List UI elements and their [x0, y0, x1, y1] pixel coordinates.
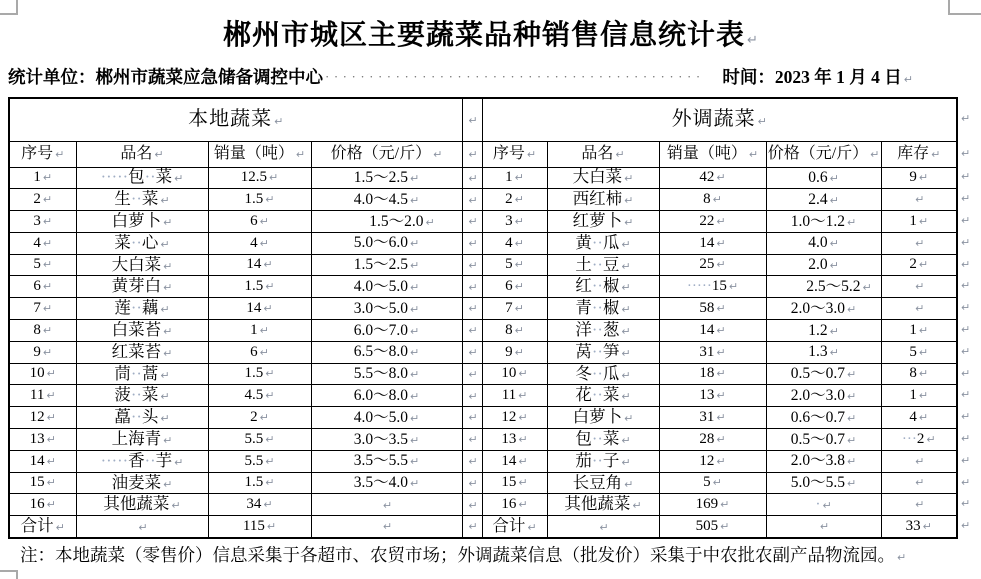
- ext-price-cell: ↵: [766, 516, 881, 538]
- local-total-label-cell: 合计 ↵: [9, 516, 76, 538]
- header-ext-name: 品名 ↵: [547, 141, 659, 167]
- end-of-row-mark-icon: ↵: [961, 213, 971, 227]
- ext-seq-cell: 10 ↵: [482, 363, 547, 385]
- ext-stock-cell: 1 ↵: [881, 211, 957, 233]
- ext-sales-cell: 14 ↵: [659, 320, 766, 342]
- end-of-row-mark-icon: ↵: [961, 475, 971, 489]
- spacer-cell: ↵: [462, 429, 482, 451]
- spacer-cell: ↵: [462, 232, 482, 254]
- local-sales-cell: 6 ↵: [208, 211, 311, 233]
- ext-name-cell: 红萝卜 ↵: [547, 211, 659, 233]
- ext-seq-cell: 9 ↵: [482, 341, 547, 363]
- ext-name-cell: 土··豆 ↵: [547, 254, 659, 276]
- local-name-cell: 上海青 ↵: [76, 429, 208, 451]
- local-name-cell: 菠··菜 ↵: [76, 385, 208, 407]
- ext-name-cell: 茄··子 ↵: [547, 450, 659, 472]
- header-ext-seq: 序号 ↵: [482, 141, 547, 167]
- table-row: [9, 276, 957, 298]
- local-price-cell: 3.0～5.0 ↵: [311, 298, 462, 320]
- ext-seq-cell: 16 ↵: [482, 494, 547, 516]
- local-name-cell: 茼··蒿 ↵: [76, 363, 208, 385]
- vegetable-stats-table: [8, 97, 958, 539]
- ext-stock-cell: 2 ↵: [881, 254, 957, 276]
- ext-total-stock-cell: 33 ↵: [881, 516, 957, 538]
- table-row: [9, 363, 957, 385]
- ext-price-cell: · ↵: [766, 494, 881, 516]
- local-seq-cell: 12 ↵: [9, 407, 76, 429]
- ext-name-cell: 花··菜 ↵: [547, 385, 659, 407]
- local-sales-cell: 5.5 ↵: [208, 450, 311, 472]
- local-seq-cell: 16 ↵: [9, 494, 76, 516]
- local-name-cell: 生··菜 ↵: [76, 189, 208, 211]
- table-row: [9, 494, 957, 516]
- local-name-cell: 油麦菜 ↵: [76, 472, 208, 494]
- local-price-cell: 3.0～3.5 ↵: [311, 429, 462, 451]
- ext-price-cell: 2.0 ↵: [766, 254, 881, 276]
- local-seq-cell: 6 ↵: [9, 276, 76, 298]
- local-seq-cell: 2 ↵: [9, 189, 76, 211]
- subtitle-line: [8, 64, 913, 89]
- local-name-cell: 大白菜 ↵: [76, 254, 208, 276]
- spacer-cell: ↵: [462, 320, 482, 342]
- end-of-row-mark-icon: ↵: [961, 192, 971, 206]
- ext-stock-cell: 5 ↵: [881, 341, 957, 363]
- ext-name-cell: 其他蔬菜 ↵: [547, 494, 659, 516]
- local-sales-cell: 12.5 ↵: [208, 167, 311, 189]
- ext-stock-cell: ↵: [881, 276, 957, 298]
- local-seq-cell: 13 ↵: [9, 429, 76, 451]
- ext-name-cell: 洋··葱 ↵: [547, 320, 659, 342]
- page-title-text: 郴州市城区主要蔬菜品种销售信息统计表: [223, 20, 746, 51]
- header-local-name: 品名 ↵: [76, 141, 208, 167]
- section-header-row: [9, 98, 957, 141]
- ext-sales-cell: ·····15 ↵: [659, 276, 766, 298]
- local-sales-cell: 1.5 ↵: [208, 363, 311, 385]
- ext-seq-cell: 2 ↵: [482, 189, 547, 211]
- ext-stock-cell: ↵: [881, 232, 957, 254]
- local-name-cell: 其他蔬菜 ↵: [76, 494, 208, 516]
- section-local-vegetables: 本地蔬菜 ↵: [9, 98, 462, 141]
- footer-note: 注：本地蔬菜（零售价）信息采集于各超市、农贸市场；外调蔬菜信息（批发价）采集于中农批农副产品物流园。 ↵: [20, 545, 907, 565]
- header-ext-sales: 销量（吨） ↵: [659, 141, 766, 167]
- ext-price-cell: 0.5～0.7 ↵: [766, 429, 881, 451]
- spacer-cell: ↵: [462, 254, 482, 276]
- end-of-row-mark-icon: ↵: [961, 301, 971, 315]
- table-row: [9, 254, 957, 276]
- table-row: [9, 429, 957, 451]
- spacer-cell: ↵: [462, 98, 482, 141]
- paragraph-mark-icon: ↵: [747, 33, 758, 48]
- spacer-cell: ↵: [462, 472, 482, 494]
- end-of-row-mark-icon: ↵: [961, 410, 971, 424]
- local-seq-cell: 5 ↵: [9, 254, 76, 276]
- local-seq-cell: 8 ↵: [9, 320, 76, 342]
- local-price-cell: 3.5～4.0 ↵: [311, 472, 462, 494]
- local-price-cell: 5.5～8.0 ↵: [311, 363, 462, 385]
- local-sales-cell: 6 ↵: [208, 341, 311, 363]
- total-row: [9, 516, 957, 538]
- ext-stock-cell: ···2 ↵: [881, 429, 957, 451]
- ext-price-cell: 2.4 ↵: [766, 189, 881, 211]
- ext-stock-cell: 1 ↵: [881, 320, 957, 342]
- end-of-row-mark-icon: ↵: [961, 519, 971, 533]
- ext-sales-cell: 31 ↵: [659, 407, 766, 429]
- ext-sales-cell: 42 ↵: [659, 167, 766, 189]
- ext-seq-cell: 4 ↵: [482, 232, 547, 254]
- local-sales-cell: 14 ↵: [208, 254, 311, 276]
- local-sales-cell: 2 ↵: [208, 407, 311, 429]
- local-price-cell: 3.5～5.5 ↵: [311, 450, 462, 472]
- column-header-row: [9, 141, 957, 167]
- page-title: [0, 13, 981, 53]
- local-name-cell: 菜··心 ↵: [76, 232, 208, 254]
- table-row: [9, 407, 957, 429]
- table-row: [9, 385, 957, 407]
- spacer-cell: ↵: [462, 341, 482, 363]
- end-of-row-mark-icon: ↵: [961, 388, 971, 402]
- spacer-cell: ↵: [462, 141, 482, 167]
- crop-mark-bottom-left: [0, 570, 18, 579]
- header-ext-price: 价格（元/斤） ↵: [766, 141, 881, 167]
- ext-name-cell: 冬··瓜 ↵: [547, 363, 659, 385]
- local-seq-cell: 9 ↵: [9, 341, 76, 363]
- spacer-cell: ↵: [462, 516, 482, 538]
- header-ext-stock: 库存 ↵: [881, 141, 957, 167]
- local-name-cell: 白萝卜 ↵: [76, 211, 208, 233]
- end-of-row-mark-icon: ↵: [961, 146, 971, 160]
- ext-price-cell: 0.6～0.7 ↵: [766, 407, 881, 429]
- ext-name-cell: 包··菜 ↵: [547, 429, 659, 451]
- header-local-price: 价格（元/斤） ↵: [311, 141, 462, 167]
- table-row: [9, 320, 957, 342]
- ext-name-cell: 黄··瓜 ↵: [547, 232, 659, 254]
- local-price-cell: 1.5～2.5 ↵: [311, 167, 462, 189]
- local-sales-cell: 34 ↵: [208, 494, 311, 516]
- ext-name-cell: 西红柿 ↵: [547, 189, 659, 211]
- local-sales-cell: 4.5 ↵: [208, 385, 311, 407]
- local-sales-cell: 14 ↵: [208, 298, 311, 320]
- end-of-row-mark-icon: ↵: [961, 235, 971, 249]
- ext-stock-cell: 8 ↵: [881, 363, 957, 385]
- ext-stock-cell: ↵: [881, 472, 957, 494]
- spacer-cell: ↵: [462, 298, 482, 320]
- local-seq-cell: 10 ↵: [9, 363, 76, 385]
- ext-stock-cell: ↵: [881, 494, 957, 516]
- spacer-cell: ↵: [462, 211, 482, 233]
- local-name-cell: ↵: [76, 516, 208, 538]
- end-of-row-mark-icon: ↵: [961, 322, 971, 336]
- ext-price-cell: 1.2 ↵: [766, 320, 881, 342]
- local-name-cell: 莲··藕 ↵: [76, 298, 208, 320]
- ext-name-cell: 长豆角 ↵: [547, 472, 659, 494]
- ext-seq-cell: 5 ↵: [482, 254, 547, 276]
- ext-name-cell: 红··椒 ↵: [547, 276, 659, 298]
- ext-sales-cell: 13 ↵: [659, 385, 766, 407]
- local-sales-cell: 4 ↵: [208, 232, 311, 254]
- end-of-row-mark-icon: ↵: [961, 170, 971, 184]
- ext-seq-cell: 15 ↵: [482, 472, 547, 494]
- ext-price-cell: 1.3 ↵: [766, 341, 881, 363]
- header-local-sales: 销量（吨） ↵: [208, 141, 311, 167]
- ext-price-cell: 2.5～5.2 ↵: [766, 276, 881, 298]
- ext-sales-cell: 28 ↵: [659, 429, 766, 451]
- ext-seq-cell: 13 ↵: [482, 429, 547, 451]
- ext-sales-cell: 12 ↵: [659, 450, 766, 472]
- local-sales-cell: 5.5 ↵: [208, 429, 311, 451]
- local-price-cell: ↵: [311, 516, 462, 538]
- ext-sales-cell: 5 ↵: [659, 472, 766, 494]
- ext-seq-cell: 11 ↵: [482, 385, 547, 407]
- end-of-row-marks: [959, 97, 979, 537]
- ext-sales-cell: 31 ↵: [659, 341, 766, 363]
- end-of-row-mark-icon: ↵: [961, 344, 971, 358]
- section-external-vegetables: 外调蔬菜 ↵: [482, 98, 957, 141]
- ext-stock-cell: ↵: [881, 189, 957, 211]
- ext-total-label-cell: 合计 ↵: [482, 516, 547, 538]
- local-name-cell: 黄芽白 ↵: [76, 276, 208, 298]
- ext-name-cell: 莴··笋 ↵: [547, 341, 659, 363]
- end-of-row-mark-icon: ↵: [961, 366, 971, 380]
- local-sales-cell: 1.5 ↵: [208, 276, 311, 298]
- local-price-cell: 4.0～4.5 ↵: [311, 189, 462, 211]
- ext-seq-cell: 12 ↵: [482, 407, 547, 429]
- date-label: 时间：2023 年 1 月 4 日: [722, 67, 902, 87]
- ext-stock-cell: 4 ↵: [881, 407, 957, 429]
- ext-price-cell: 0.6 ↵: [766, 167, 881, 189]
- end-of-row-mark-icon: ↵: [961, 431, 971, 445]
- ext-sales-cell: 58 ↵: [659, 298, 766, 320]
- local-price-cell: 1.5～2.5 ↵: [311, 254, 462, 276]
- ext-price-cell: 0.5～0.7 ↵: [766, 363, 881, 385]
- end-of-row-mark-icon: ↵: [961, 453, 971, 467]
- local-price-cell: 4.0～5.0 ↵: [311, 276, 462, 298]
- local-price-cell: ↵: [311, 494, 462, 516]
- ext-seq-cell: 3 ↵: [482, 211, 547, 233]
- ext-stock-cell: ↵: [881, 298, 957, 320]
- ext-seq-cell: 7 ↵: [482, 298, 547, 320]
- ext-seq-cell: 14 ↵: [482, 450, 547, 472]
- local-seq-cell: 1 ↵: [9, 167, 76, 189]
- ext-price-cell: 1.0～1.2 ↵: [766, 211, 881, 233]
- local-seq-cell: 14 ↵: [9, 450, 76, 472]
- local-sales-cell: 1.5 ↵: [208, 472, 311, 494]
- table-row: [9, 472, 957, 494]
- local-price-cell: 1.5～2.0 ↵: [311, 211, 462, 233]
- end-of-row-mark-icon: ↵: [961, 497, 971, 511]
- local-seq-cell: 11 ↵: [9, 385, 76, 407]
- spacer-cell: ↵: [462, 407, 482, 429]
- local-price-cell: 5.0～6.0 ↵: [311, 232, 462, 254]
- ext-seq-cell: 6 ↵: [482, 276, 547, 298]
- ext-sales-cell: 18 ↵: [659, 363, 766, 385]
- spacer-cell: ↵: [462, 167, 482, 189]
- spacer-cell: ↵: [462, 276, 482, 298]
- ext-stock-cell: 1 ↵: [881, 385, 957, 407]
- table-row: [9, 167, 957, 189]
- local-price-cell: 4.0～5.0 ↵: [311, 407, 462, 429]
- local-name-cell: 藠··头 ↵: [76, 407, 208, 429]
- paragraph-mark-icon: ↵: [903, 73, 913, 86]
- local-name-cell: 白菜苔 ↵: [76, 320, 208, 342]
- local-name-cell: ·····包··菜 ↵: [76, 167, 208, 189]
- dot-leader: ···········································: [325, 70, 705, 83]
- table-row: [9, 450, 957, 472]
- header-local-seq: 序号 ↵: [9, 141, 76, 167]
- spacer-cell: ↵: [462, 450, 482, 472]
- local-total-sales-cell: 115 ↵: [208, 516, 311, 538]
- ext-name-cell: ↵: [547, 516, 659, 538]
- local-name-cell: 红菜苔 ↵: [76, 341, 208, 363]
- end-of-row-mark-icon: ↵: [961, 279, 971, 293]
- ext-seq-cell: 8 ↵: [482, 320, 547, 342]
- ext-sales-cell: 8 ↵: [659, 189, 766, 211]
- ext-price-cell: 4.0 ↵: [766, 232, 881, 254]
- ext-sales-cell: 22 ↵: [659, 211, 766, 233]
- local-seq-cell: 3 ↵: [9, 211, 76, 233]
- ext-name-cell: 青··椒 ↵: [547, 298, 659, 320]
- ext-sales-cell: 14 ↵: [659, 232, 766, 254]
- ext-seq-cell: 1 ↵: [482, 167, 547, 189]
- spacer-cell: ↵: [462, 363, 482, 385]
- local-price-cell: 6.5～8.0 ↵: [311, 341, 462, 363]
- table-row: [9, 189, 957, 211]
- local-price-cell: 6.0～7.0 ↵: [311, 320, 462, 342]
- local-seq-cell: 15 ↵: [9, 472, 76, 494]
- table-row: [9, 232, 957, 254]
- ext-price-cell: 2.0～3.0 ↵: [766, 385, 881, 407]
- table-row: [9, 341, 957, 363]
- table-row: [9, 298, 957, 320]
- ext-total-sales-cell: 505 ↵: [659, 516, 766, 538]
- local-seq-cell: 7 ↵: [9, 298, 76, 320]
- ext-stock-cell: ↵: [881, 450, 957, 472]
- local-name-cell: ·····香··芋 ↵: [76, 450, 208, 472]
- ext-stock-cell: 9 ↵: [881, 167, 957, 189]
- local-seq-cell: 4 ↵: [9, 232, 76, 254]
- ext-sales-cell: 169 ↵: [659, 494, 766, 516]
- ext-price-cell: 5.0～5.5 ↵: [766, 472, 881, 494]
- end-of-row-mark-icon: ↵: [961, 112, 971, 125]
- table-row: [9, 211, 957, 233]
- ext-name-cell: 白萝卜 ↵: [547, 407, 659, 429]
- spacer-cell: ↵: [462, 385, 482, 407]
- ext-price-cell: 2.0～3.8 ↵: [766, 450, 881, 472]
- local-sales-cell: 1 ↵: [208, 320, 311, 342]
- ext-name-cell: 大白菜 ↵: [547, 167, 659, 189]
- end-of-row-mark-icon: ↵: [961, 257, 971, 271]
- spacer-cell: ↵: [462, 494, 482, 516]
- ext-price-cell: 2.0～3.0 ↵: [766, 298, 881, 320]
- spacer-cell: ↵: [462, 189, 482, 211]
- stat-unit-label: 统计单位：郴州市蔬菜应急储备调控中心: [8, 67, 323, 87]
- ext-sales-cell: 25 ↵: [659, 254, 766, 276]
- local-sales-cell: 1.5 ↵: [208, 189, 311, 211]
- local-price-cell: 6.0～8.0 ↵: [311, 385, 462, 407]
